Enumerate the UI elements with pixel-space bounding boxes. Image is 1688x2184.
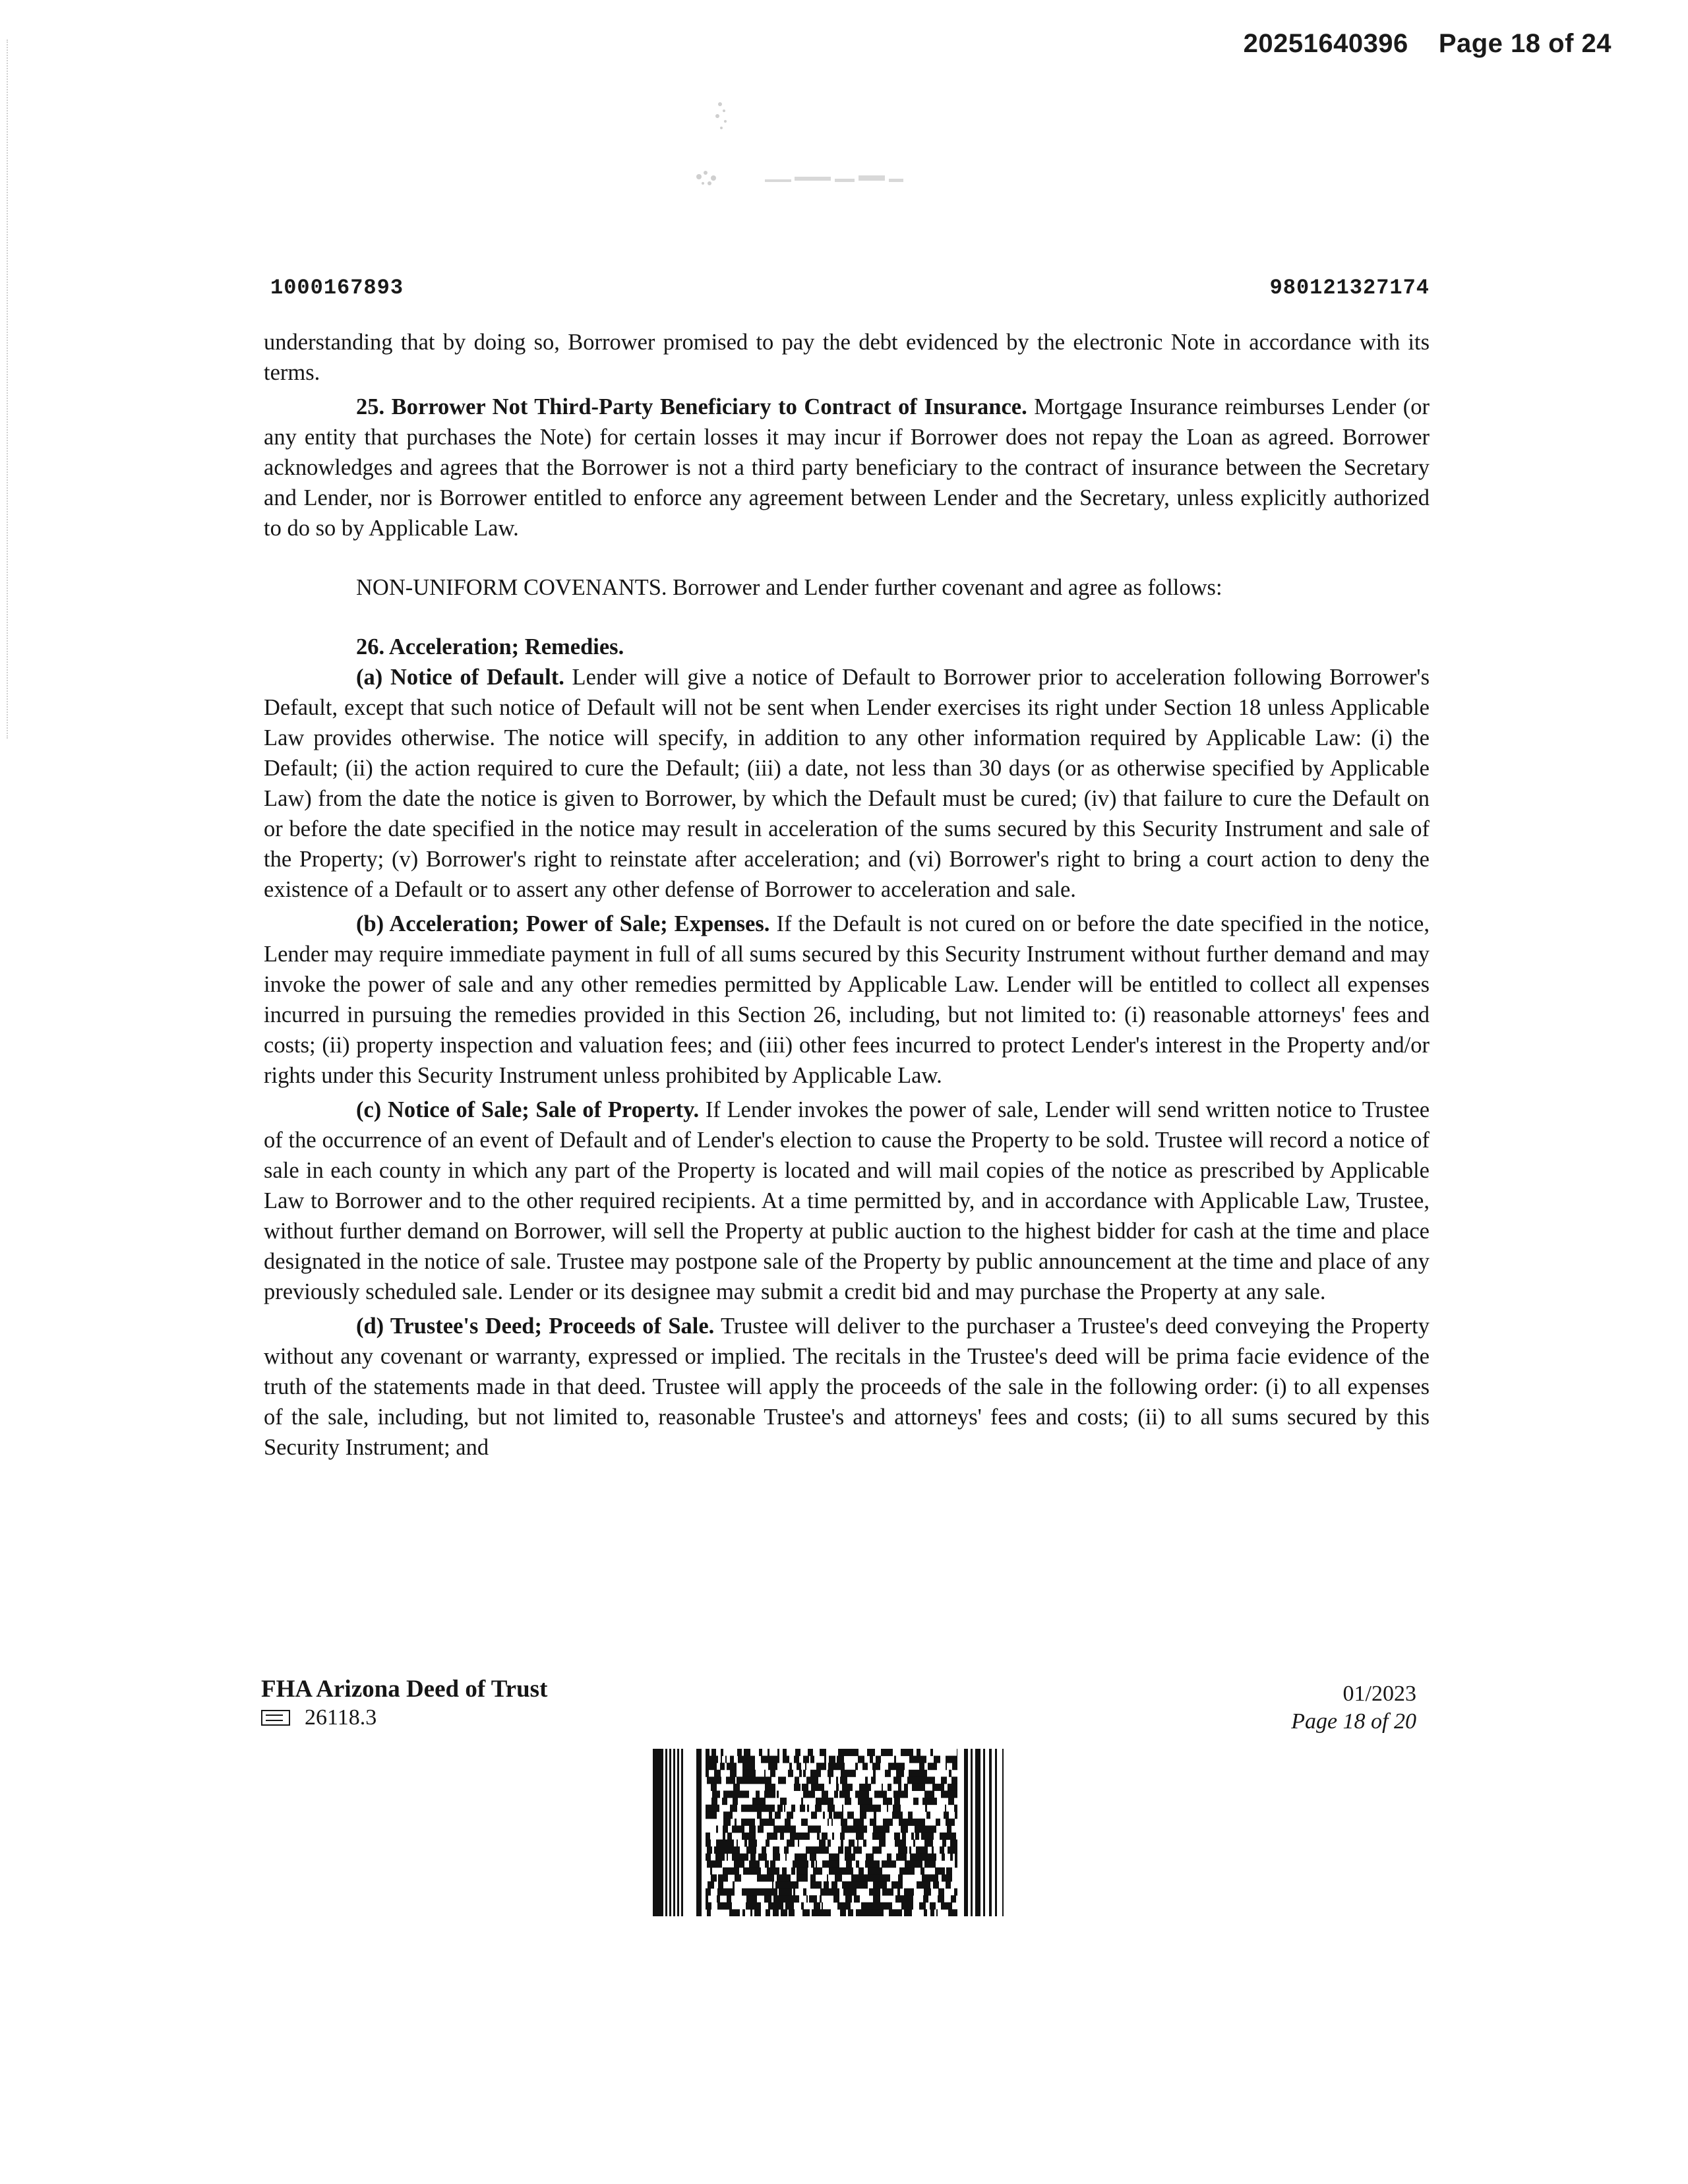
section-25-text: Mortgage Insurance reimburses Lender (or any entity that purchases the Note) for certain losses it may incur if Borrower does not repay the Loan as agreed. Borrower acknowledges and agrees that the Borrower is not a third party beneficiary to the contract of insurance between the Secretary and Lender, nor is Borrower entitled to enforce any agreement between Lender and the Secretary, unless explicitly authorized to do so by Applicable Law. (264, 394, 1430, 541)
section-25 (264, 392, 1430, 543)
section-26-d-text: Trustee will deliver to the purchaser a Trustee's deed conveying the Property without any covenant or warranty, expressed or implied. The recitals in the Trustee's deed will be prima facie evidence of the truth of the statements made in that deed. Trustee will apply the proceeds of the sale in the following order: (i) to all expenses of the sale, including, but not limited to, reasonable Trustee's and attorneys' fees and costs; (ii) to all sums secured by this Security Instrument; and (264, 1314, 1430, 1460)
section-26-c (264, 1095, 1430, 1307)
form-badge-icon (261, 1710, 290, 1726)
document-body (264, 327, 1430, 1463)
section-26-c-heading: (c) Notice of Sale; Sale of Property. (356, 1097, 700, 1122)
recording-page-label: Page 18 of 24 (1438, 29, 1612, 58)
section-26-title: 26. Acceleration; Remedies. (356, 634, 624, 659)
section-26-b (264, 909, 1430, 1091)
recording-number: 20251640396 (1243, 29, 1408, 58)
scan-edge-artifact (7, 40, 10, 739)
section-26-a-heading: (a) Notice of Default. (356, 665, 564, 690)
non-uniform-covenants: NON-UNIFORM COVENANTS. Borrower and Lender further covenant and agree as follows: (356, 575, 1222, 600)
section-26-b-text: If the Default is not cured on or before the date specified in the notice, Lender may require immediate payment in full of all sums secured by this Security Instrument without further demand and may invoke the power of sale and any other remedies permitted by Applicable Law. Lender will be entitled to collect all expenses incurred in pursuing the remedies provided in this Section 26, including, but not limited to: (i) reasonable attorneys' fees and costs; (ii) property inspection and valuation fees; and (iii) other fees incurred to protect Lender's interest in the Property and/or rights under this Security Instrument unless prohibited by Applicable Law. (264, 911, 1430, 1088)
footer-date: 01/2023 (1342, 1682, 1416, 1706)
section-26-d (264, 1311, 1430, 1463)
min-number: 980121327174 (1269, 276, 1430, 300)
footer-page-info (1291, 1680, 1416, 1736)
footer-doc-title: FHA Arizona Deed of Trust (261, 1676, 548, 1703)
section-26-a-text: Lender will give a notice of Default to Borrower prior to acceleration following Borrower's Default, except that such notice of Default will not be sent when Lender exercises its right under Section 18 unless Applicable Law provides otherwise. The notice will specify, in addition to any other information required by Applicable Law: (i) the Default; (ii) the action required to cure the Default; (iii) a date, not less than 30 days (or as otherwise specified by Applicable Law) from the date the notice is given to Borrower, by which the Default must be cured; (iv) that failure to cure the Default on or before the date specified in the notice may result in acceleration of the sums secured by this Security Instrument and sale of the Property; (v) Borrower's right to reinstate after acceleration; and (vi) Borrower's right to bring a court action to deny the existence of a Default or to assert any other defense of Borrower to acceleration and sale. (264, 665, 1430, 902)
footer-form-line (261, 1704, 547, 1732)
section-26-c-text: If Lender invokes the power of sale, Lender will send written notice to Trustee of the occurrence of an event of Default and of Lender's election to cause the Property to be sold. Trustee will record a notice of sale in each county in which any part of the Property is located and will mail copies of the notice as prescribed by Applicable Law to Borrower and to the other required recipients. At a time permitted by, and in accordance with Applicable Law, Trustee, without further demand on Borrower, will sell the Property at public auction to the highest bidder for cash at the time and place designated in the notice of sale. Trustee may postpone sale of the Property by public announcement at the time and place of any previously scheduled sale. Lender or its designee may submit a credit bid and may purchase the Property at any sale. (264, 1097, 1430, 1304)
footer-form-info (261, 1675, 547, 1732)
loan-number: 1000167893 (270, 276, 404, 300)
recording-stamp (1244, 29, 1612, 59)
section-26-a (264, 662, 1430, 905)
document-id-line (270, 276, 1430, 300)
pdf417-barcode (653, 1749, 1022, 1916)
section-25-heading: 25. Borrower Not Third-Party Beneficiary to Contract of Insurance. (356, 394, 1027, 419)
footer-form-number: 26118.3 (305, 1705, 377, 1730)
scan-smudge (686, 99, 1002, 204)
footer-page-number: Page 18 of 20 (1291, 1709, 1416, 1734)
section-26-d-heading: (d) Trustee's Deed; Proceeds of Sale. (356, 1314, 715, 1339)
section-26-heading (264, 632, 1430, 662)
section-26-b-heading: (b) Acceleration; Power of Sale; Expenses. (356, 911, 770, 936)
continued-paragraph: understanding that by doing so, Borrower promised to pay the debt evidenced by the electronic Note in accordance with its terms. (264, 330, 1430, 385)
